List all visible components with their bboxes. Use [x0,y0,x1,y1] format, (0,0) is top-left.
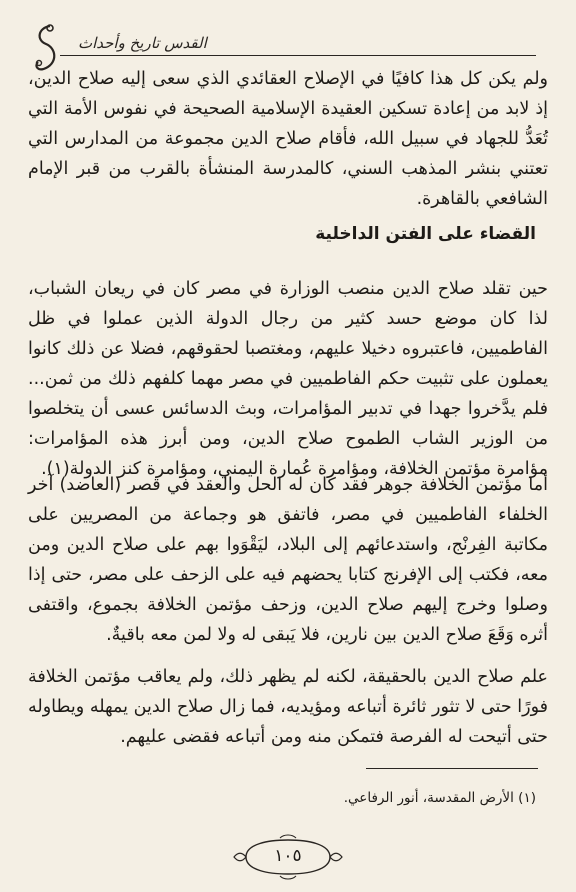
running-header-title: القدس تاريخ وأحداث [78,34,207,52]
section-heading: القضاء على الفتن الداخلية [315,224,536,244]
footnote-rule [366,768,538,769]
page-number: ١٠٥ [274,846,302,866]
header-rule [60,55,536,56]
page-number-frame [228,834,348,880]
paragraph-body-1: حين تقلد صلاح الدين منصب الوزارة في مصر كان في ريعان الشباب، لذا كان موضع حسد كثير من رجال الدولة الذين عملوا في ظل الفاطميين، فاعتبروه دخيلا عليهم، ومغتصبا لحقوقهم، فضلا عن ذلك كانوا يعملون على تثبيت حكم الفاطميين في مصر مهما كلفهم ذلك من ثمن... فلم يدَّخروا جهدا في تدبير المؤامرات، وبث الدسائس عسى أن يتخلصوا من الوزير الشاب الطموح صلاح الدين، ومن أبرز هذه المؤامرات: مؤامرة مؤتمن الخلافة، ومؤامرة عُمارة اليمني، ومؤامرة كنز الدولة(١). [28,279,548,479]
paragraph-body-3: علم صلاح الدين بالحقيقة، لكنه لم يظهر ذلك، ولم يعاقب مؤتمن الخلافة فورًا حتى لا تثور ثائرة أتباعه ومؤيديه، فما زال صلاح الدين يمهله ويطاوله حتى أتيحت له الفرصة فتمكن منه ومن أتباعه فقضى عليهم. [28,667,548,747]
paragraph-intro: ولم يكن كل هذا كافيًا في الإصلاح العقائدي الذي سعى إليه صلاح الدين، إذ لابد من إعادة تسكين العقيدة الإسلامية الصحيحة في نفوس الأمة التي تُعَدُّ للجهاد في سبيل الله، فأقام صلاح الدين مجموعة من المدارس التي تعتني بنشر المذهب السني، كالمدرسة المنشأة بالقرب من قبر الإمام الشافعي بالقاهرة. [28,69,548,209]
running-header [0,0,576,60]
footnote: (١) الأرض المقدسة، أنور الرفاعي. [343,790,536,806]
paragraph-body-2: أما مؤتمن الخلافة جوهر فقد كان له الحل والعقد في قصر (العاضد) آخر الخلفاء الفاطميين في مصر، فاتفق هو وجماعة من المصريين على مكاتبة الفِرنْج، واستدعائهم إلى البلاد، ليَقْوَوا بهم على صلاح الدين ومن معه، فكتب إلى الإفرنج كتابا يحضهم فيه على الزحف على مصر، حتى إذا وصلوا وخرج إليهم صلاح الدين، وزحف مؤتمن الخلافة بجموع، واقتفى أثره وَقَعَ صلاح الدين بين نارين، فلا يَبقى له ولا لمن معه باقيةٌ. [28,475,548,645]
